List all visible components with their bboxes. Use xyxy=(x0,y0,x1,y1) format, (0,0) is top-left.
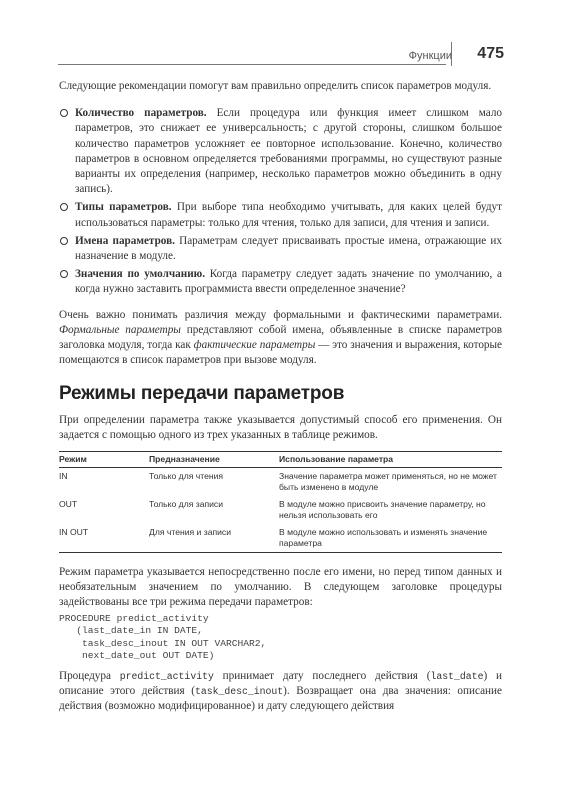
running-header xyxy=(58,42,504,70)
emphasis-term: Формальные параметры xyxy=(59,323,181,336)
bullet-term: Количество параметров. xyxy=(75,107,207,120)
text-run: — это значения и выражения, которые помещаются в список параметров при вызове модуля. xyxy=(59,339,502,367)
text-run: Процедура xyxy=(59,670,120,683)
table-row xyxy=(59,496,502,524)
table-cell: IN OUT xyxy=(59,524,149,553)
table-cell: Для чтения и записи xyxy=(149,524,279,553)
inline-code: predict_activity xyxy=(119,671,214,683)
bullet-icon xyxy=(60,109,68,117)
text-run: ). Возвращает она два значения: описание действия (возможно модифицированное) и дату следующего действия xyxy=(59,685,502,713)
page-number: 475 xyxy=(477,45,504,62)
section-heading: Режимы передачи параметров xyxy=(59,383,345,405)
table-cell: OUT xyxy=(59,499,78,510)
list-item xyxy=(59,106,502,197)
table-cell: В модуле можно использовать и изменять значение параметра xyxy=(279,524,502,553)
table-row xyxy=(59,524,502,553)
emphasis-term: фактические параметры xyxy=(193,339,316,352)
bullet-icon xyxy=(60,203,68,211)
column-header: Предназначение xyxy=(149,452,279,468)
column-header: Режим xyxy=(59,452,149,468)
mode-placement-paragraph: Режим параметра указывается непосредственно после его имени, но перед типом данных и необязательным значением по умолчанию. В следующем заголовке процедуры задействованы все три режима передачи параметров: xyxy=(59,566,502,609)
page-body xyxy=(59,79,502,715)
bullet-text: Когда параметру следует задать значение по умолчанию, а когда нужно заставить программиста ввести определенное значение? xyxy=(75,268,502,296)
inline-code: last_date xyxy=(430,671,484,683)
bullet-icon xyxy=(60,270,68,278)
text-run: ) и описание этого действия ( xyxy=(59,670,503,698)
table-cell: IN xyxy=(59,471,68,482)
list-item xyxy=(59,200,502,230)
table-cell: В модуле можно присвоить значение параметру, но нельзя использовать его xyxy=(279,499,486,521)
table-header-row xyxy=(59,452,502,468)
modes-paragraph: При определении параметра также указывается допустимый способ его применения. Он задается с помощью одного из трех указанных в таблице режимов. xyxy=(59,413,502,441)
table-cell: Только для чтения xyxy=(149,471,224,482)
table-cell: Только для записи xyxy=(149,499,224,510)
text-run: Очень важно понимать различия между формальными и фактическими параметрами. xyxy=(59,308,502,321)
list-item xyxy=(59,234,502,264)
bullet-text: Если процедура или функция имеет слишком мало параметров, это снижает ее универсальность; с другой стороны, слишком большое количество параметров усложняет ее повторное использование. Конечно, количество параметров в основном определяется требованиями программы, но существуют разные варианты их определения (например, несколько параметров можно объединить в одну запись). xyxy=(75,107,502,196)
list-item xyxy=(59,267,502,297)
column-header: Использование параметра xyxy=(279,452,502,468)
section-title: Функции xyxy=(408,50,452,62)
recommendations-list xyxy=(59,106,502,297)
text-run: принимает дату последнего действия ( xyxy=(213,670,431,683)
bullet-text: Параметрам следует присваивать простые имена, отражающие их назначение в модуле. xyxy=(75,234,503,263)
bullet-text: При выборе типа необходимо учитывать, для каких целей будут использоваться параметры: только для чтения, только для записи, для чтения и записи. xyxy=(75,201,502,229)
procedure-description-paragraph xyxy=(59,669,502,715)
bullet-term: Типы параметров. xyxy=(75,201,172,214)
intro-paragraph: Следующие рекомендации помогут вам правильно определить список параметров модуля. xyxy=(59,80,492,92)
inline-code: task_desc_inout xyxy=(194,686,284,698)
table-row xyxy=(59,468,502,497)
bullet-icon xyxy=(60,237,68,245)
text-run: представляют собой имена, объявленные в списке параметров заголовка модуля, тогда как xyxy=(59,323,502,352)
header-rule xyxy=(58,64,446,65)
modes-table xyxy=(59,451,502,553)
bullet-term: Имена параметров. xyxy=(75,234,175,247)
header-divider xyxy=(451,42,452,66)
bullet-term: Значения по умолчанию. xyxy=(75,268,205,281)
code-listing: PROCEDURE predict_activity (last_date_in IN DATE, task_desc_inout IN OUT VARCHAR2, next_date_out OUT DATE) xyxy=(59,612,267,662)
parameters-paragraph xyxy=(59,308,502,369)
table-cell: Значение параметра может применяться, но не может быть изменено в модуле xyxy=(279,471,497,493)
